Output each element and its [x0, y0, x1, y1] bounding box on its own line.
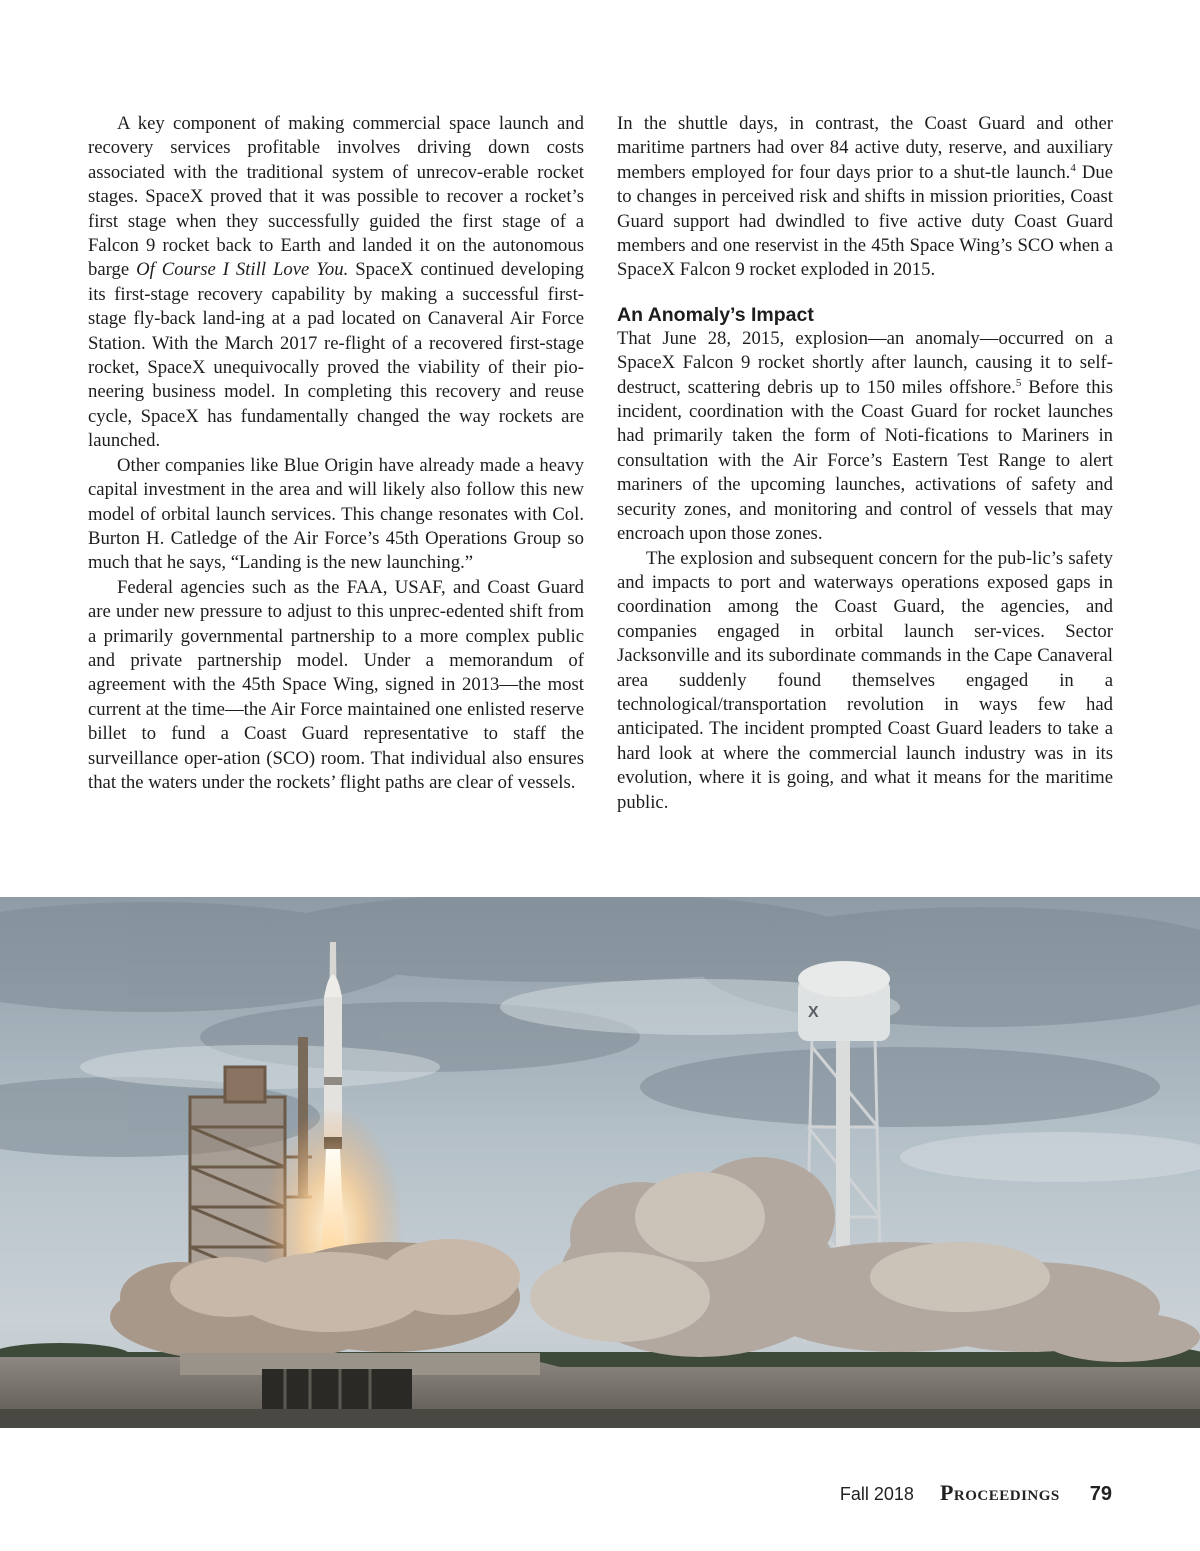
barge-name: Of Course I Still Love You.: [136, 259, 349, 281]
paragraph: A key component of making commercial space launch and recovery services profitable involves driving down costs associated with the traditional system of unrecov-erable rocket stages. SpaceX proved that it was possible to recover a rocket’s first stage when they successfully guided the first stage of a Falcon 9 rocket back to Earth and landed it on the autonomous barge Of Course I Still Love You. SpaceX continued developing its first-stage recovery capability by making a successful first-stage fly-back land-ing at a pad located on Canaveral Air Force Station. With the March 2017 re-flight of a recovered first-stage rocket, SpaceX unequivocally proved the viability of their pio-neering business model. In completing this recovery and reuse cycle, SpaceX has fundamentally changed the way rockets are launched.: [88, 113, 585, 452]
right-column: [617, 112, 1113, 815]
tower-label: X: [808, 1004, 819, 1021]
section-heading: An Anomaly’s Impact: [617, 303, 814, 326]
magazine-title: Proceedings: [939, 1480, 1060, 1505]
footnote-ref: 4: [1070, 161, 1076, 174]
issue-date: Fall 2018: [839, 1484, 914, 1504]
footnote-ref: 5: [1015, 376, 1022, 389]
page-number: 79: [1089, 1483, 1112, 1505]
paragraph: That June 28, 2015, explosion—an anomaly—occurred on a SpaceX Falcon 9 rocket shortly after launch, causing it to self-destruct, scattering debris up to 150 miles offshore.$^5$ Before this incident, coordination with the Coast Guard for rocket launches had primarily taken the form of Noti-fications to Mariners in consultation with the Air Force’s Eastern Test Range to alert mariners of the upcoming launches, activations of safety and security zones, and monitoring and control of vessels that may encroach upon those zones.: [617, 327, 1114, 545]
paragraph: The explosion and subsequent concern for the pub-lic’s safety and impacts to port and waterways operations exposed gaps in coordination among the Coast Guard, the agencies, and companies engaged in orbital launch ser-vices. Sector Jacksonville and its subordinate commands in the Cape Canaveral area suddenly found themselves engaged in a technological/transportation revolution in ways few had anticipated. The incident prompted Coast Guard leaders to take a hard look at where the commercial launch industry was in its evolution, where it is going, and what it means for the maritime public.: [617, 547, 1113, 813]
paragraph: Federal agencies such as the FAA, USAF, and Coast Guard are under new pressure to adjust to this unprec-edented shift from a primarily governmental partnership to a more complex public and private partnership model. Under a memorandum of agreement with the 45th Space Wing, signed in 2013—the most current at the time—the Air Force maintained one enlisted reserve billet to fund a Coast Guard representative to staff the surveillance oper-ation (SCO) room. That individual also ensures that the waters under the rockets’ flight paths are clear of vessels.: [88, 576, 584, 793]
page-footer: [840, 1480, 1112, 1514]
left-column: [88, 112, 584, 795]
launch-photo: [0, 897, 1200, 1428]
paragraph: Other companies like Blue Origin have already made a heavy capital investment in the area and will likely also follow this new model of orbital launch services. This change resonates with Col. Burton H. Catledge of the Air Force’s 45th Operations Group so much that he says, “Landing is the new launching.”: [88, 454, 584, 574]
paragraph: In the shuttle days, in contrast, the Coast Guard and other maritime partners had over 84 active duty, reserve, and auxiliary members employed for four days prior to a shut-tle launch.$^4$ Due to changes in perceived risk and shifts in mission priorities, Coast Guard support had dwindled to five active duty Coast Guard members and one reservist in the 45th Space Wing’s SCO when a SpaceX Falcon 9 rocket exploded in 2015.: [617, 113, 1114, 281]
